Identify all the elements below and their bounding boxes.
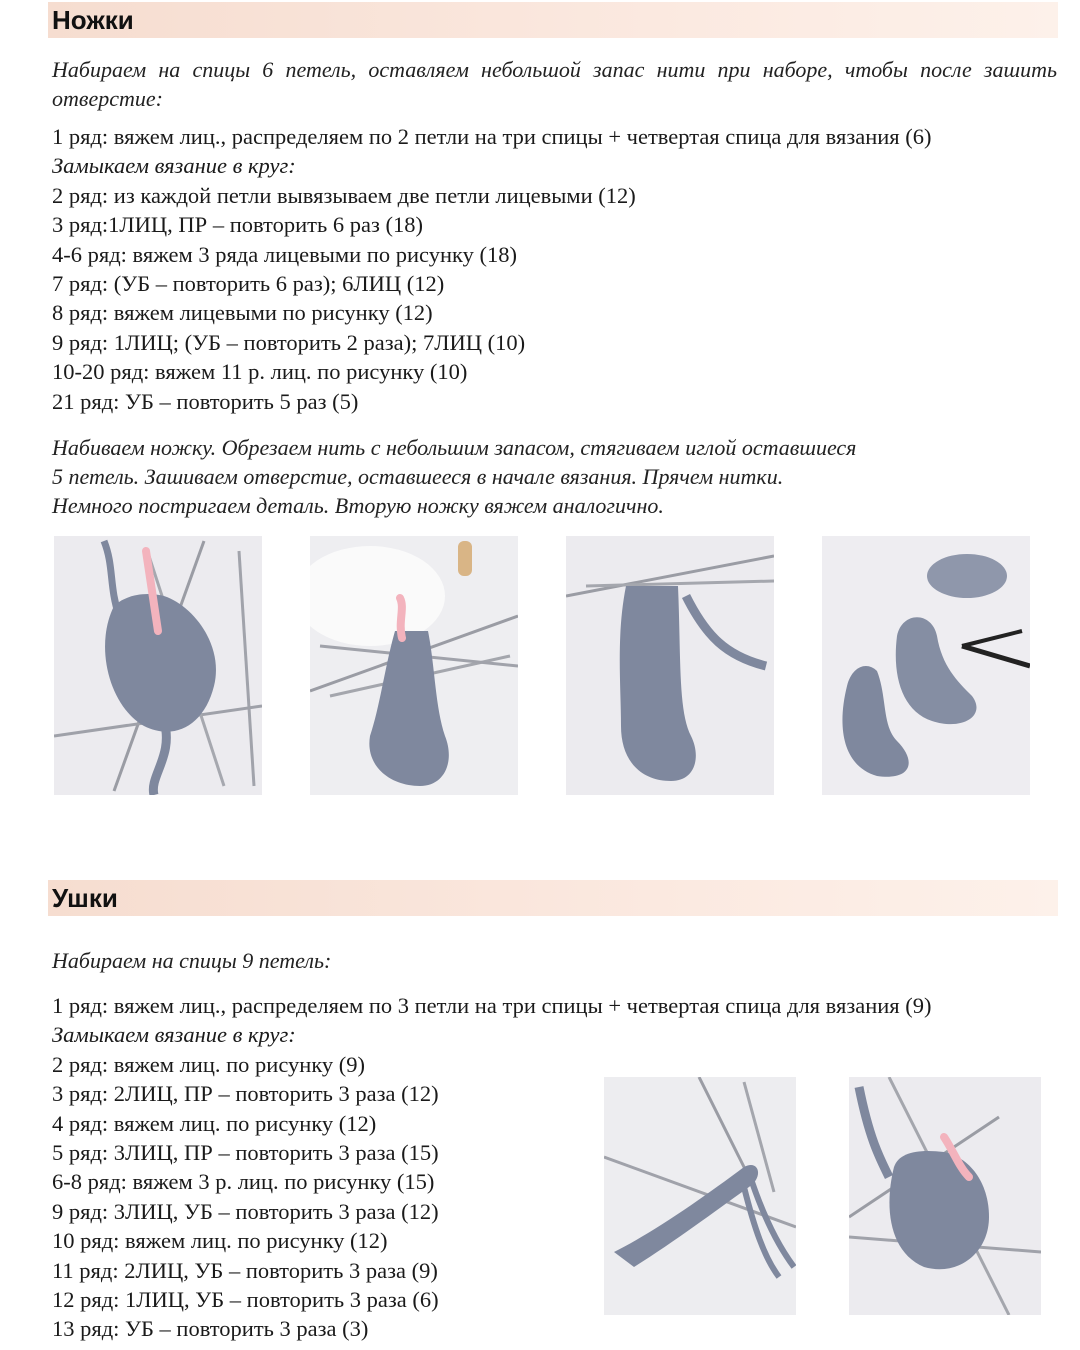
legs-row: 8 ряд: вяжем лицевыми по рисунку (12) <box>52 300 433 326</box>
photo-leg-step-1 <box>54 536 262 795</box>
legs-outro <box>52 433 856 520</box>
ears-section-title: Ушки <box>52 883 118 913</box>
ears-row: 3 ряд: 2ЛИЦ, ПР – повторить 3 раза (12) <box>52 1081 439 1107</box>
ears-row: 13 ряд: УБ – повторить 3 раза (3) <box>52 1316 369 1342</box>
legs-section-title: Ножки <box>52 5 134 35</box>
ears-row: 2 ряд: вяжем лиц. по рисунку (9) <box>52 1051 366 1077</box>
legs-header-bar <box>48 2 1058 38</box>
ears-rows-list <box>52 991 932 1344</box>
legs-outro-line: Набиваем ножку. Обрезаем нить с небольшим запасом, стягиваем иглой оставшиеся <box>52 435 857 460</box>
ears-row: 11 ряд: 2ЛИЦ, УБ – повторить 3 раза (9) <box>52 1257 438 1283</box>
legs-row: 7 ряд: (УБ – повторить 6 раз); 6ЛИЦ (12) <box>52 271 445 297</box>
photo-leg-step-3 <box>566 536 774 795</box>
legs-outro-line: 5 петель. Зашиваем отверстие, оставшееся в начале вязания. Прячем нитки. <box>52 464 784 489</box>
legs-row: Замыкаем вязание в круг: <box>52 153 296 179</box>
photo-leg-finished <box>822 536 1030 795</box>
ears-header-bar <box>48 880 1058 916</box>
photo-ear-step-2 <box>849 1077 1041 1315</box>
ears-intro: Набираем на спицы 9 петель: <box>52 948 332 973</box>
legs-row: 4-6 ряд: вяжем 3 ряда лицевыми по рисунку (18) <box>52 241 517 267</box>
legs-row: 9 ряд: 1ЛИЦ; (УБ – повторить 2 раза); 7ЛИЦ (10) <box>52 329 526 355</box>
ears-row: Замыкаем вязание в круг: <box>52 1022 296 1048</box>
legs-rows-list <box>52 122 932 416</box>
legs-row: 21 ряд: УБ – повторить 5 раз (5) <box>52 388 359 414</box>
ears-row: 1 ряд: вяжем лиц., распределяем по 3 петли на три спицы + четвертая спица для вязания (9) <box>52 993 932 1018</box>
legs-row: 3 ряд:1ЛИЦ, ПР – повторить 6 раз (18) <box>52 212 423 238</box>
ears-row: 9 ряд: 3ЛИЦ, УБ – повторить 3 раза (12) <box>52 1198 439 1224</box>
ears-row: 4 ряд: вяжем лиц. по рисунку (12) <box>52 1110 377 1136</box>
legs-outro-line: Немного постригаем деталь. Вторую ножку вяжем аналогично. <box>52 493 664 518</box>
legs-row: 1 ряд: вяжем лиц., распределяем по 2 петли на три спицы + четвертая спица для вязания (6) <box>52 124 932 149</box>
ears-row: 5 ряд: 3ЛИЦ, ПР – повторить 3 раза (15) <box>52 1140 439 1166</box>
ears-row: 10 ряд: вяжем лиц. по рисунку (12) <box>52 1228 388 1254</box>
legs-intro: Набираем на спицы 6 петель, оставляем небольшой запас нити при наборе, чтобы после зашить отверстие: <box>52 57 1057 111</box>
photo-leg-step-2 <box>310 536 518 795</box>
legs-row: 10-20 ряд: вяжем 11 р. лиц. по рисунку (10) <box>52 359 468 385</box>
legs-row: 2 ряд: из каждой петли вывязываем две петли лицевыми (12) <box>52 182 636 208</box>
ears-row: 6-8 ряд: вяжем 3 р. лиц. по рисунку (15) <box>52 1169 435 1195</box>
photo-ear-step-1 <box>604 1077 796 1315</box>
ears-row: 12 ряд: 1ЛИЦ, УБ – повторить 3 раза (6) <box>52 1287 439 1313</box>
